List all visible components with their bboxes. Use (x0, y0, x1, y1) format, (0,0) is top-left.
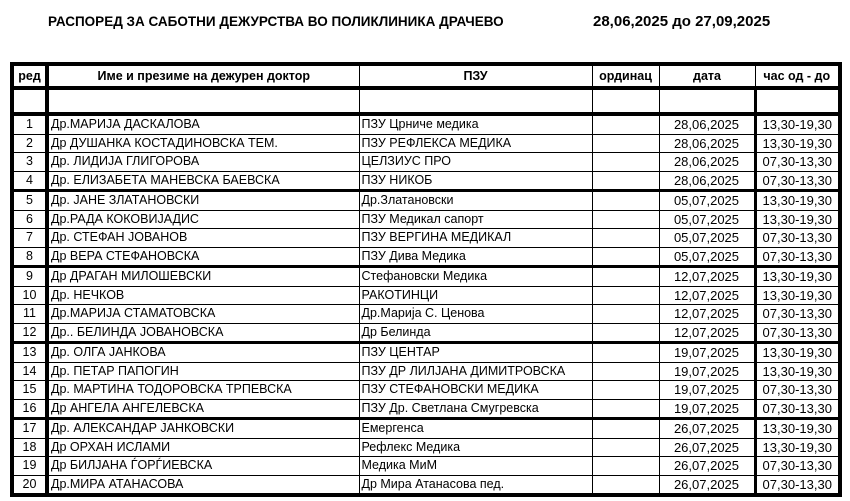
table-row (12, 114, 840, 134)
duty-time: 07,30-13,30 (755, 153, 840, 172)
row-number: 9 (12, 267, 47, 287)
duty-date: 19,07,2025 (659, 362, 755, 381)
header-time: час од - до (755, 64, 840, 88)
ordination-cell (592, 210, 659, 229)
doctor-name: Др. МАРТИНА ТОДОРОВСКА ТРПЕВСКА (47, 381, 359, 400)
row-number: 3 (12, 153, 47, 172)
pzu-name: Емергенса (359, 419, 592, 439)
header-row (12, 64, 840, 88)
pzu-name: ПЗУ СТЕФАНОВСКИ МЕДИКА (359, 381, 592, 400)
header-name: Име и презиме на дежурен доктор (47, 64, 359, 88)
pzu-name: РАКОТИНЦИ (359, 286, 592, 305)
ordination-cell (592, 191, 659, 211)
ordination-cell (592, 134, 659, 153)
duty-time: 13,30-19,30 (755, 286, 840, 305)
table-row (12, 381, 840, 400)
duty-time: 13,30-19,30 (755, 343, 840, 363)
doctor-name: Др.МАРИЈА СТАМАТОВСКА (47, 305, 359, 324)
doctor-name: Др. ЛИДИЈА ГЛИГОРОВА (47, 153, 359, 172)
table-row (12, 305, 840, 324)
ordination-cell (592, 229, 659, 248)
duty-time: 07,30-13,30 (755, 247, 840, 267)
pzu-name: ПЗУ НИКОБ (359, 171, 592, 191)
doctor-name: Др ДРАГАН МИЛОШЕВСКИ (47, 267, 359, 287)
ordination-cell (592, 457, 659, 476)
duty-date: 05,07,2025 (659, 247, 755, 267)
duty-date: 28,06,2025 (659, 153, 755, 172)
duty-date: 19,07,2025 (659, 343, 755, 363)
doctor-name: Др.МАРИЈА ДАСКАЛОВА (47, 114, 359, 134)
blank-row (12, 88, 840, 114)
header-date: дата (659, 64, 755, 88)
pzu-name: ПЗУ ДР ЛИЛЈАНА ДИМИТРОВСКА (359, 362, 592, 381)
table-row (12, 267, 840, 287)
ordination-cell (592, 419, 659, 439)
duty-date: 28,06,2025 (659, 171, 755, 191)
duty-time: 13,30-19,30 (755, 419, 840, 439)
duty-time: 07,30-13,30 (755, 305, 840, 324)
pzu-name: Др.Златановски (359, 191, 592, 211)
duty-date: 12,07,2025 (659, 323, 755, 343)
table-row (12, 343, 840, 363)
duty-date: 05,07,2025 (659, 210, 755, 229)
row-number: 15 (12, 381, 47, 400)
duty-time: 13,30-19,30 (755, 134, 840, 153)
row-number: 12 (12, 323, 47, 343)
pzu-name: ПЗУ Др. Светлана Смугревска (359, 399, 592, 419)
doctor-name: Др. ПЕТАР ПАПОГИН (47, 362, 359, 381)
ordination-cell (592, 153, 659, 172)
duty-date: 26,07,2025 (659, 475, 755, 495)
doctor-name: Др. СТЕФАН ЈОВАНОВ (47, 229, 359, 248)
doctor-name: Др. АЛЕКСАНДАР ЈАНКОВСКИ (47, 419, 359, 439)
pzu-name: Стефановски Медика (359, 267, 592, 287)
duty-schedule-table (10, 62, 842, 497)
duty-time: 07,30-13,30 (755, 323, 840, 343)
row-number: 2 (12, 134, 47, 153)
table-row (12, 171, 840, 191)
row-number: 18 (12, 438, 47, 457)
table-row (12, 286, 840, 305)
table-row (12, 362, 840, 381)
ordination-cell (592, 343, 659, 363)
duty-date: 05,07,2025 (659, 229, 755, 248)
doctor-name: Др. ЕЛИЗАБЕТА МАНЕВСКА БАЕВСКА (47, 171, 359, 191)
doctor-name: Др ДУШАНКА КОСТАДИНОВСКА ТЕМ. (47, 134, 359, 153)
duty-time: 13,30-19,30 (755, 114, 840, 134)
table-row (12, 438, 840, 457)
duty-time: 13,30-19,30 (755, 267, 840, 287)
document-title: РАСПОРЕД ЗА САБОТНИ ДЕЖУРСТВА ВО ПОЛИКЛИНИКА ДРАЧЕВО (48, 14, 504, 29)
duty-time: 07,30-13,30 (755, 171, 840, 191)
header-num: ред (12, 64, 47, 88)
table-row (12, 475, 840, 495)
doctor-name: Др. ОЛГА ЈАНКОВА (47, 343, 359, 363)
duty-date: 12,07,2025 (659, 286, 755, 305)
row-number: 19 (12, 457, 47, 476)
header-pzu: ПЗУ (359, 64, 592, 88)
ordination-cell (592, 247, 659, 267)
row-number: 8 (12, 247, 47, 267)
pzu-name: Рефлекс Медика (359, 438, 592, 457)
schedule-period: 28,06,2025 до 27,09,2025 (593, 13, 771, 30)
pzu-name: ПЗУ РЕФЛЕКСА МЕДИКА (359, 134, 592, 153)
duty-time: 07,30-13,30 (755, 381, 840, 400)
pzu-name: ПЗУ Медикал сапорт (359, 210, 592, 229)
row-number: 14 (12, 362, 47, 381)
doctor-name: Др.МИРА АТАНАСОВА (47, 475, 359, 495)
ordination-cell (592, 171, 659, 191)
duty-date: 05,07,2025 (659, 191, 755, 211)
doctor-name: Др. НЕЧКОВ (47, 286, 359, 305)
row-number: 11 (12, 305, 47, 324)
doctor-name: Др АНГЕЛА АНГЕЛЕВСКА (47, 399, 359, 419)
table-row (12, 229, 840, 248)
table-row (12, 247, 840, 267)
row-number: 16 (12, 399, 47, 419)
row-number: 5 (12, 191, 47, 211)
duty-date: 12,07,2025 (659, 305, 755, 324)
pzu-name: ПЗУ ЦЕНТАР (359, 343, 592, 363)
table-row (12, 399, 840, 419)
duty-time: 13,30-19,30 (755, 362, 840, 381)
doctor-name: Др ОРХАН ИСЛАМИ (47, 438, 359, 457)
ordination-cell (592, 475, 659, 495)
duty-date: 12,07,2025 (659, 267, 755, 287)
duty-date: 28,06,2025 (659, 114, 755, 134)
ordination-cell (592, 286, 659, 305)
ordination-cell (592, 305, 659, 324)
pzu-name: Медика МиМ (359, 457, 592, 476)
duty-date: 28,06,2025 (659, 134, 755, 153)
table-row (12, 323, 840, 343)
pzu-name: Др Белинда (359, 323, 592, 343)
pzu-name: ПЗУ ВЕРГИНА МЕДИКАЛ (359, 229, 592, 248)
duty-time: 07,30-13,30 (755, 457, 840, 476)
row-number: 1 (12, 114, 47, 134)
duty-date: 26,07,2025 (659, 419, 755, 439)
ordination-cell (592, 381, 659, 400)
table-row (12, 153, 840, 172)
ordination-cell (592, 399, 659, 419)
duty-time: 13,30-19,30 (755, 210, 840, 229)
duty-time: 13,30-19,30 (755, 438, 840, 457)
duty-date: 26,07,2025 (659, 457, 755, 476)
table-row (12, 210, 840, 229)
row-number: 6 (12, 210, 47, 229)
duty-time: 07,30-13,30 (755, 475, 840, 495)
table-row (12, 191, 840, 211)
ordination-cell (592, 438, 659, 457)
doctor-name: Др.РАДА КОКОВИЈАДИС (47, 210, 359, 229)
row-number: 17 (12, 419, 47, 439)
doctor-name: Др. ЈАНЕ ЗЛАТАНОВСКИ (47, 191, 359, 211)
ordination-cell (592, 114, 659, 134)
table-row (12, 134, 840, 153)
pzu-name: ПЗУ Црниче медика (359, 114, 592, 134)
ordination-cell (592, 267, 659, 287)
table-row (12, 457, 840, 476)
pzu-name: Др Мира Атанасова пед. (359, 475, 592, 495)
doctor-name: Др ВЕРА СТЕФАНОВСКА (47, 247, 359, 267)
ordination-cell (592, 323, 659, 343)
doctor-name: Др БИЛЈАНА ЃОРЃИЕВСКА (47, 457, 359, 476)
pzu-name: ПЗУ Дива Медика (359, 247, 592, 267)
header-ordination: ординац (592, 64, 659, 88)
pzu-name: Др.Марија С. Ценова (359, 305, 592, 324)
doctor-name: Др.. БЕЛИНДА ЈОВАНОВСКА (47, 323, 359, 343)
ordination-cell (592, 362, 659, 381)
duty-date: 26,07,2025 (659, 438, 755, 457)
duty-time: 07,30-13,30 (755, 399, 840, 419)
duty-date: 19,07,2025 (659, 381, 755, 400)
duty-time: 07,30-13,30 (755, 229, 840, 248)
duty-date: 19,07,2025 (659, 399, 755, 419)
row-number: 7 (12, 229, 47, 248)
row-number: 10 (12, 286, 47, 305)
pzu-name: ЦЕЛЗИУС ПРО (359, 153, 592, 172)
row-number: 20 (12, 475, 47, 495)
duty-time: 13,30-19,30 (755, 191, 840, 211)
row-number: 13 (12, 343, 47, 363)
row-number: 4 (12, 171, 47, 191)
table-row (12, 419, 840, 439)
